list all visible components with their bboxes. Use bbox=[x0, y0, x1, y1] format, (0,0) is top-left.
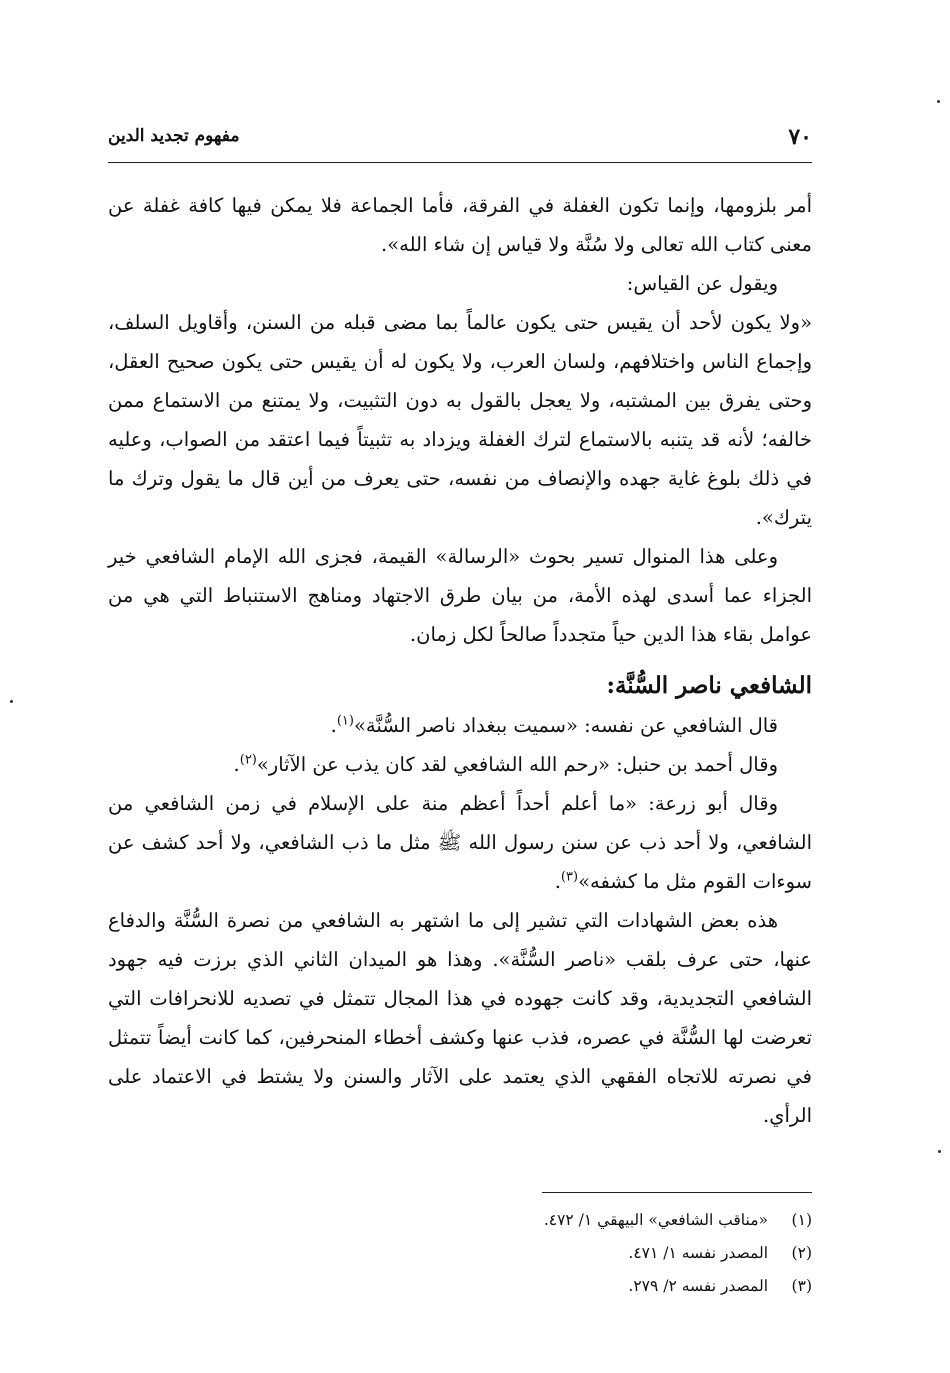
quote-text: وقال أبو زرعة: «ما أعلم أحداً أعظم منة على الإسلام في زمن الشافعي من الشافعي، ولا أحد ذب عن سنن رسول الله ﷺ مثل ما ذب الشافعي، ولا أحد كشف عن سوءات القوم مثل ما كشفه» bbox=[108, 792, 812, 893]
page-header bbox=[108, 124, 812, 156]
footnote bbox=[108, 1204, 812, 1237]
footnote-rule bbox=[542, 1192, 812, 1193]
page-number: ٧٠ bbox=[788, 124, 812, 150]
footnote-text: «مناقب الشافعي» البيهقي ١/ ٤٧٢. bbox=[543, 1211, 768, 1229]
paragraph: أمر بلزومها، وإنما تكون الغفلة في الفرقة، فأما الجماعة فلا يمكن فيها كافة غفلة عن معنى كتاب الله تعالى ولا سُنَّة ولا قياس إن شاء الله». bbox=[108, 194, 812, 256]
footnote-number: (٣) bbox=[791, 1277, 812, 1295]
scan-speck bbox=[937, 100, 940, 103]
footnote-number: (٢) bbox=[791, 1244, 812, 1262]
closing-paragraph: هذه بعض الشهادات التي تشير إلى ما اشتهر به الشافعي من نصرة السُّنَّة والدفاع عنها، حتى عرف بلقب «ناصر السُّنَّة». وهذا هو الميدان الثاني الذي برزت فيه جهود الشافعي التجديدية، وقد كانت جهوده في هذا المجال تتمثل في تصديه للانحرافات التي تعرضت لها السُّنَّة في عصره، فذب عنها وكشف أخطاء المنحرفين، كما كانت أيضاً تتمثل في نصرته للاتجاه الفقهي الذي يعتمد على الآثار والسنن ولا يشتط في الاعتماد على الرأي. bbox=[108, 909, 812, 1127]
footnote bbox=[108, 1270, 812, 1303]
footnote-ref[interactable]: (٢) bbox=[239, 752, 257, 768]
quotation-paragraph: «ولا يكون لأحد أن يقيس حتى يكون عالماً بما مضى قبله من السنن، وأقاويل السلف، وإجماع الناس واختلافهم، ولسان العرب، ولا يكون له أن يقيس حتى يكون صحيح العقل، وحتى يفرق بين المشتبه، ولا يعجل بالقول به دون التثبيت، ولا يمتنع من الاستماع ممن خالفه؛ لأنه قد يتنبه بالاستماع لترك الغفلة ويزداد به تثبيتاً فيما اعتقد من الصواب، وعليه في ذلك بلوغ غاية جهده والإنصاف من نفسه، حتى يعرف من أين قال ما يقول وترك ما يترك». bbox=[108, 311, 812, 529]
footnote-ref[interactable]: (١) bbox=[336, 713, 354, 729]
footnote bbox=[108, 1237, 812, 1270]
quote-line bbox=[108, 784, 812, 901]
scan-speck bbox=[10, 700, 13, 703]
footnote-number: (١) bbox=[791, 1211, 812, 1229]
scan-speck bbox=[938, 1150, 941, 1153]
section-heading: الشافعي ناصر السُّنَّة: bbox=[606, 672, 812, 699]
footnote-ref[interactable]: (٣) bbox=[560, 869, 579, 885]
quote-text: قال الشافعي عن نفسه: «سميت ببغداد ناصر السُّنَّة» bbox=[353, 714, 778, 737]
paragraph: وعلى هذا المنوال تسير بحوث «الرسالة» القيمة، فجزى الله الإمام الشافعي خير الجزاء عما أسدى لهذه الأمة، من بيان طرق الاجتهاد ومناهج الاستنباط التي هي من عوامل بقاء هذا الدين حياً متجدداً صالحاً لكل زمان. bbox=[108, 545, 812, 646]
quote-text: وقال أحمد بن حنبل: «رحم الله الشافعي لقد كان يذب عن الآثار» bbox=[256, 753, 778, 776]
quote-end: . bbox=[330, 714, 337, 737]
paragraph: ويقول عن القياس: bbox=[626, 272, 778, 295]
footnotes bbox=[108, 1204, 812, 1303]
quote-end: . bbox=[554, 870, 561, 893]
quote-end: . bbox=[233, 753, 240, 776]
body-text bbox=[108, 186, 812, 1135]
quote-line bbox=[108, 745, 812, 784]
footnote-text: المصدر نفسه ٢/ ٢٧٩. bbox=[628, 1277, 768, 1295]
header-rule bbox=[108, 162, 812, 163]
footnote-text: المصدر نفسه ١/ ٤٧١. bbox=[628, 1244, 768, 1262]
quote-line bbox=[108, 706, 812, 745]
running-title: مفهوم تجديد الدين bbox=[108, 126, 240, 146]
